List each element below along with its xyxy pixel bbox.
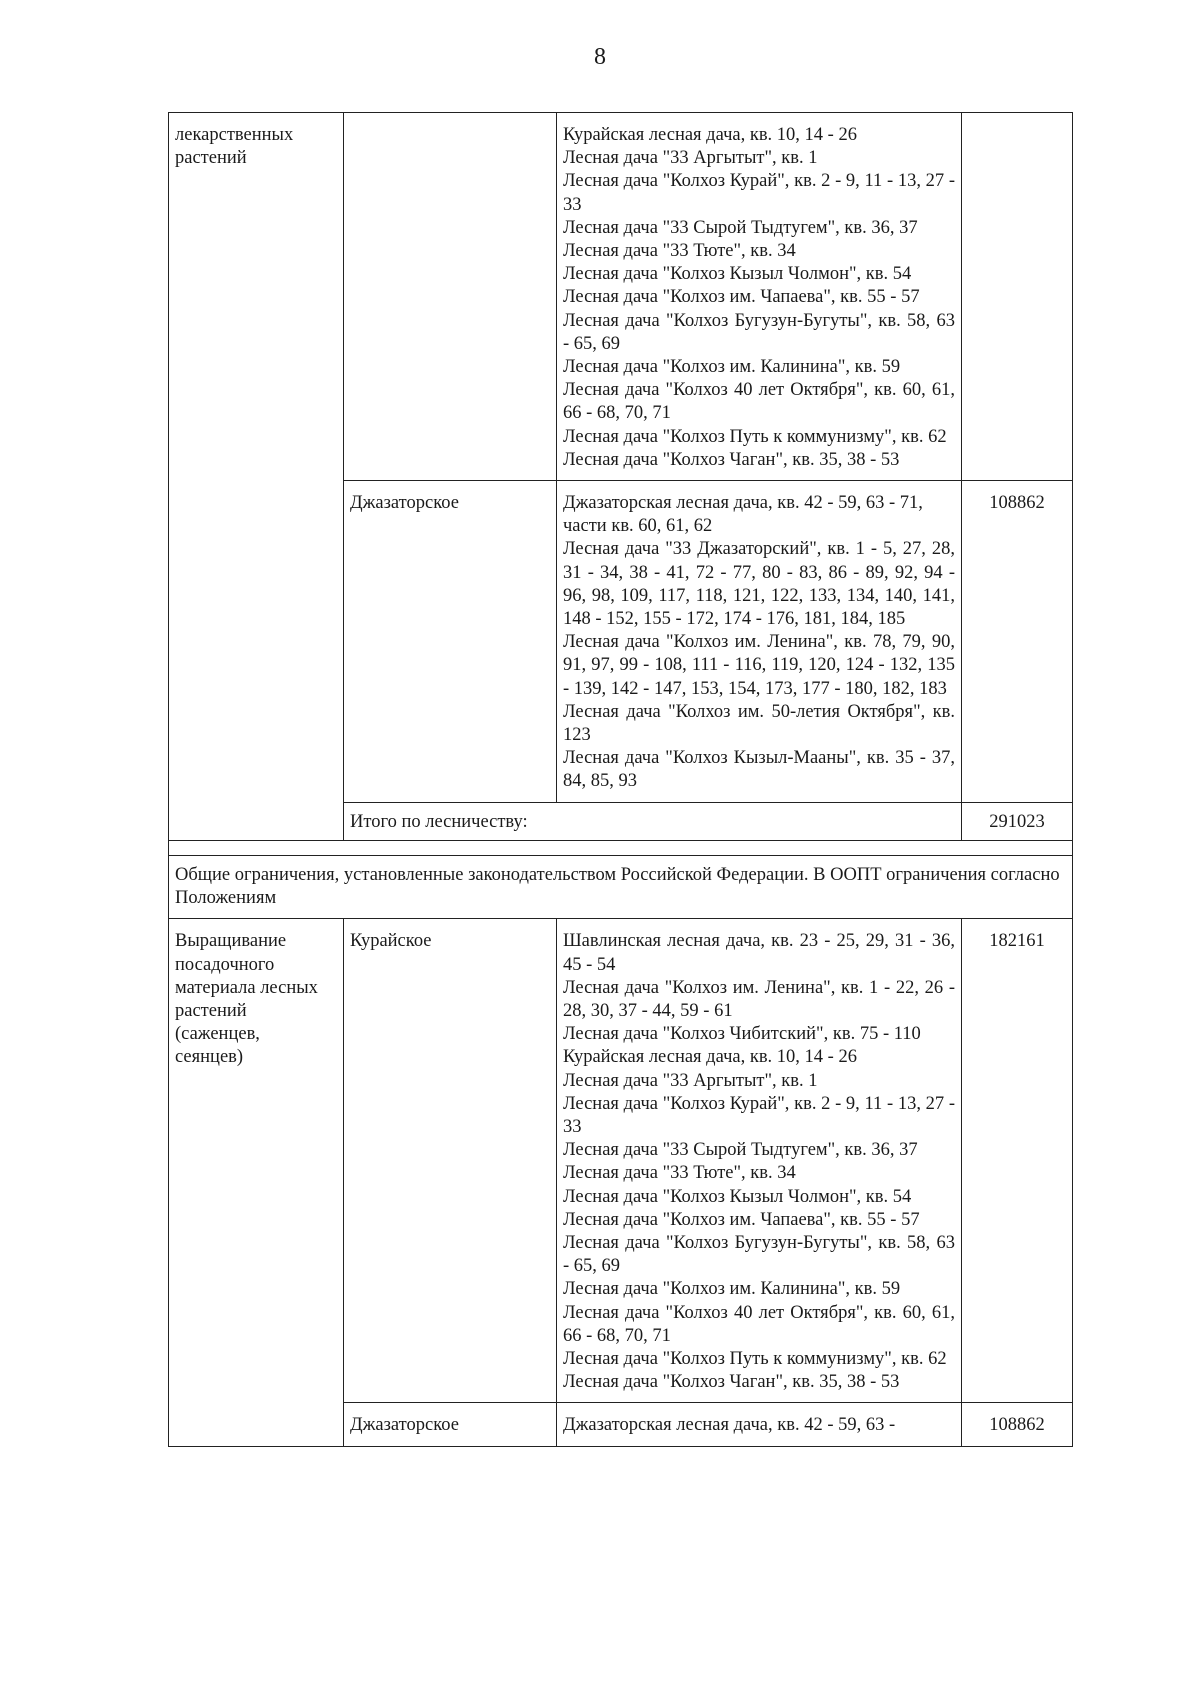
page-number: 8: [594, 44, 606, 70]
quarter-entry: Лесная дача "Колхоз Бугузун-Бугуты", кв. 58, 63 - 65, 69: [563, 310, 955, 354]
quarter-entry: Лесная дача "Колхоз им. Чапаева", кв. 55 - 57: [563, 1209, 920, 1230]
quarter-entry: Лесная дача "33 Аргытыт", кв. 1: [563, 148, 818, 169]
quarter-entry: Шавлинская лесная дача, кв. 23 - 25, 29, 31 - 36, 45 - 54: [563, 931, 955, 975]
quarter-entry: Лесная дача "33 Сырой Тыдтугем", кв. 36, 37: [563, 1140, 918, 1161]
quarter-entry: Лесная дача "33 Тюте", кв. 34: [563, 241, 796, 262]
blank-cell: [169, 840, 1073, 855]
quarter-entry: Лесная дача "Колхоз им. Калинина", кв. 59: [563, 357, 901, 378]
quarter-entry: Лесная дача "Колхоз Курай", кв. 2 - 9, 11 - 13, 27 - 33: [563, 1093, 955, 1137]
table-row: [169, 919, 1073, 1403]
forestry-cell: Курайское: [344, 919, 557, 1403]
area-cell: 108862: [962, 481, 1073, 803]
activity-line: Выращивание: [175, 931, 287, 952]
restrictions-text: Общие ограничения, установленные законодательством Российской Федерации. В ООПТ ограничения согласно Положениям: [169, 855, 1073, 918]
restrictions-row: [169, 855, 1073, 918]
blank-row: [169, 840, 1073, 855]
quarter-entry: Лесная дача "Колхоз Путь к коммунизму", кв. 62: [563, 426, 947, 447]
quarter-entry: Лесная дача "Колхоз 40 лет Октября", кв. 60, 61, 66 - 68, 70, 71: [563, 380, 955, 424]
quarter-entry: Лесная дача "33 Джазаторский", кв. 1 - 5, 27, 28, 31 - 34, 38 - 41, 72 - 77, 80 - 83, 86 - 89, 92, 94 - 96, 98, 109, 117, 118, 121, 122, 133, 134, 140, 141, 148 - 152, 155 - 172, 174 - 176, 181, 184, 185: [563, 539, 955, 630]
quarter-entry: Лесная дача "Колхоз Кызыл Чолмон", кв. 54: [563, 264, 912, 285]
quarter-entry: Лесная дача "Колхоз им. Чапаева", кв. 55 - 57: [563, 287, 920, 308]
quarter-entry: Джазаторская лесная дача, кв. 42 - 59, 63 -: [563, 1415, 896, 1436]
area-cell: [962, 113, 1073, 481]
quarter-entry: Лесная дача "Колхоз Бугузун-Бугуты", кв. 58, 63 - 65, 69: [563, 1232, 955, 1277]
quarter-entry: Лесная дача "Колхоз Чаган", кв. 35, 38 - 53: [563, 449, 900, 470]
quarter-entry: Лесная дача "Колхоз 40 лет Октября", кв. 60, 61, 66 - 68, 70, 71: [563, 1302, 955, 1346]
quarters-cell: [557, 113, 962, 481]
quarters-cell: [557, 1403, 962, 1446]
activity-line: растений: [175, 148, 247, 169]
forestry-cell: Джазаторское: [344, 481, 557, 803]
activity-line: лекарственных: [175, 125, 294, 145]
total-value: 291023: [962, 802, 1073, 840]
quarter-entry: Лесная дача "Колхоз им. Ленина", кв. 1 - 22, 26 - 28, 30, 37 - 44, 59 - 61: [563, 977, 955, 1021]
quarter-entry: Лесная дача "Колхоз Чибитский", кв. 75 - 110: [563, 1024, 921, 1045]
quarter-entry: Лесная дача "33 Аргытыт", кв. 1: [563, 1070, 818, 1091]
quarter-entry: Лесная дача "Колхоз Кызыл-Мааны", кв. 35 - 37, 84, 85, 93: [563, 748, 955, 792]
quarter-entry: Курайская лесная дача, кв. 10, 14 - 26: [563, 1047, 857, 1068]
table-row: [169, 113, 1073, 481]
quarters-cell: [557, 919, 962, 1403]
activity-cell: [169, 113, 344, 841]
quarter-entry: Лесная дача "Колхоз Чаган", кв. 35, 38 - 53: [563, 1372, 900, 1393]
quarters-cell: [557, 481, 962, 803]
quarter-entry: части кв. 60, 61, 62: [563, 516, 713, 537]
quarter-entry: Лесная дача "33 Тюте", кв. 34: [563, 1163, 796, 1184]
quarter-entry: Лесная дача "33 Сырой Тыдтугем", кв. 36, 37: [563, 217, 918, 238]
activity-line: материала лесных: [175, 977, 318, 998]
quarter-entry: Лесная дача "Колхоз им. Ленина", кв. 78, 79, 90, 91, 97, 99 - 108, 111 - 116, 119, 120, 124 - 132, 135 - 139, 142 - 147, 153, 154, 173, 177 - 180, 182, 183: [563, 632, 955, 699]
quarter-entry: Лесная дача "Колхоз им. 50-летия Октября", кв. 123: [563, 701, 955, 746]
activity-line: (саженцев,: [175, 1024, 260, 1045]
activity-line: посадочного: [175, 954, 275, 975]
forestry-cell: [344, 113, 557, 481]
quarter-entry: Лесная дача "Колхоз Кызыл Чолмон", кв. 54: [563, 1186, 912, 1207]
area-cell: 182161: [962, 919, 1073, 1403]
quarter-entry: Курайская лесная дача, кв. 10, 14 - 26: [563, 125, 857, 145]
forestry-cell: Джазаторское: [344, 1403, 557, 1446]
area-cell: 108862: [962, 1403, 1073, 1446]
activity-line: растений: [175, 1000, 247, 1021]
quarter-entry: Лесная дача "Колхоз Курай", кв. 2 - 9, 11 - 13, 27 - 33: [563, 171, 955, 215]
total-label: Итого по лесничеству:: [344, 802, 962, 840]
quarter-entry: Лесная дача "Колхоз им. Калинина", кв. 59: [563, 1279, 901, 1300]
activity-line: сеянцев): [175, 1047, 244, 1068]
quarter-entry: Джазаторская лесная дача, кв. 42 - 59, 63 - 71,: [563, 493, 923, 514]
forestry-regulations-table: [168, 112, 1073, 1447]
activity-cell: [169, 919, 344, 1446]
quarter-entry: Лесная дача "Колхоз Путь к коммунизму", кв. 62: [563, 1348, 947, 1369]
